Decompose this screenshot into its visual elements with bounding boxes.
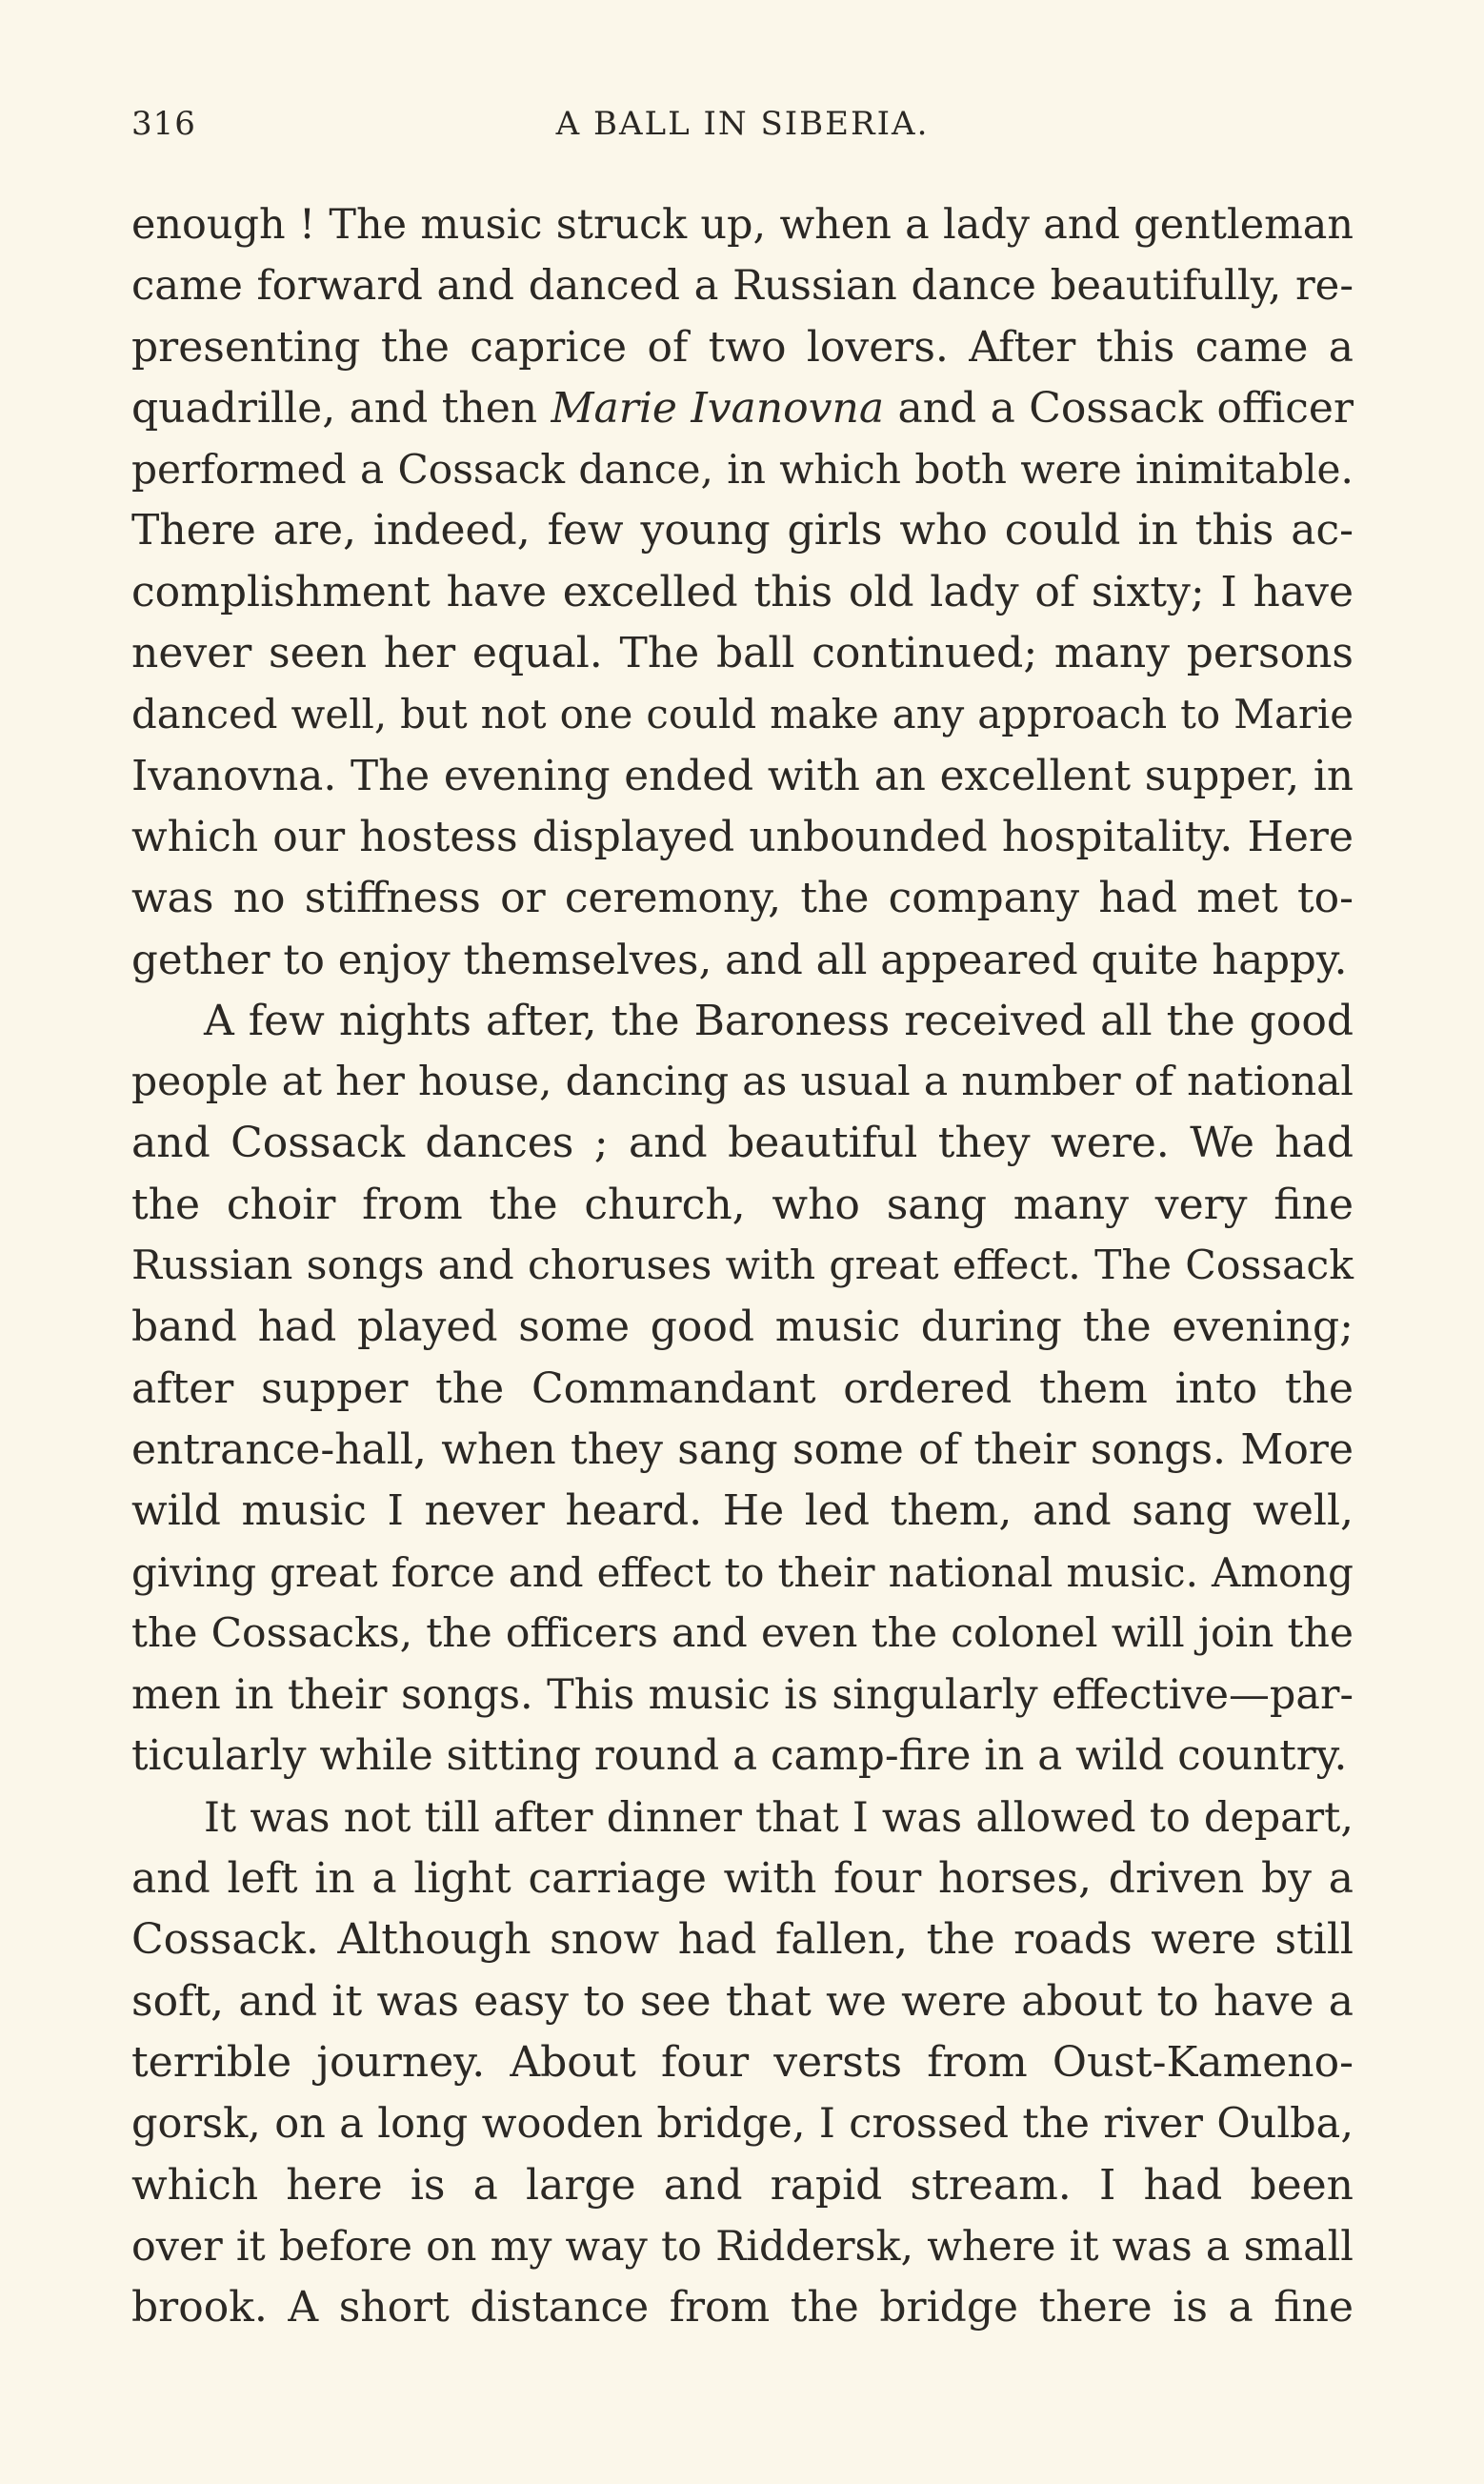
text-line: Russian songs and choruses with great effect. The Cossack [131,1242,1354,1290]
text-line: was no stiffness or ceremony, the company had met to- [131,874,1354,923]
text-line: brook. A short distance from the bridge there is a fine [131,2283,1354,2333]
text-line: soft, and it was easy to see that we were about to have a [131,1976,1354,2026]
text-line: presenting the caprice of two lovers. After this came a [131,322,1354,372]
text-line [131,378,1354,439]
text-line: giving great force and effect to their national music. Among [131,1548,1354,1596]
text-line: the choir from the church, who sang many very fine [131,1180,1354,1229]
text-line: came forward and danced a Russian dance beautifully, re- [131,262,1354,311]
italic-name: Marie Ivanovna [551,383,885,433]
text-line: Ivanovna. The evening ended with an excellent supper, in [131,751,1354,800]
text-line: wild music I never heard. He led them, and sang well, [131,1486,1354,1536]
text-line: after supper the Commandant ordered them into the [131,1363,1354,1413]
text-line: which here is a large and rapid stream. I had been [131,2160,1354,2210]
text-line: There are, indeed, few young girls who could in this ac- [131,506,1354,555]
running-title: A BALL IN SIBERIA. [555,105,930,143]
text-line: gorsk, on a long wooden bridge, I crossed the river Oulba, [131,2100,1354,2149]
text-line: gether to enjoy themselves, and all appeared quite happy. [131,936,1348,984]
text-line: the Cossacks, the officers and even the colonel will join the [131,1609,1354,1657]
page-number: 316 [131,105,196,143]
text-line: band had played some good music during the evening; [131,1303,1354,1352]
text-line: danced well, but not one could make any approach to Marie [131,691,1354,738]
text-line: men in their songs. This music is singularly effective—par- [131,1671,1354,1720]
page-header [131,105,1354,152]
text-fragment: and a Cossack officer [884,383,1354,433]
text-line: performed a Cossack dance, in which both were inimitable. [131,446,1354,494]
text-line: entrance-hall, when they sang some of their songs. More [131,1424,1354,1474]
text-line: terrible journey. About four versts from Oust-Kameno- [131,2037,1354,2087]
text-line: people at her house, dancing as usual a number of national [131,1059,1354,1106]
text-line: It was not till after dinner that I was allowed to depart, [204,1793,1354,1842]
text-line: Cossack. Although snow had fallen, the roads were still [131,1915,1354,1965]
text-line: and left in a light carriage with four horses, driven by a [131,1854,1354,1904]
text-line: enough ! The music struck up, when a lady and gentleman [131,201,1354,249]
text-fragment: quadrille, and then [131,383,551,433]
text-line: which our hostess displayed unbounded hospitality. Here [131,812,1354,861]
text-line: and Cossack dances ; and beautiful they were. We had [131,1119,1354,1168]
text-line: over it before on my way to Riddersk, where it was a small [131,2222,1354,2271]
text-line: never seen her equal. The ball continued; many persons [131,629,1354,678]
text-line: ticularly while sitting round a camp-fire in a wild country. [131,1731,1348,1781]
text-line: A few nights after, the Baroness received all the good [204,996,1354,1045]
text-line: complishment have excelled this old lady of sixty; I have [131,567,1354,616]
body-text [131,194,1354,2338]
